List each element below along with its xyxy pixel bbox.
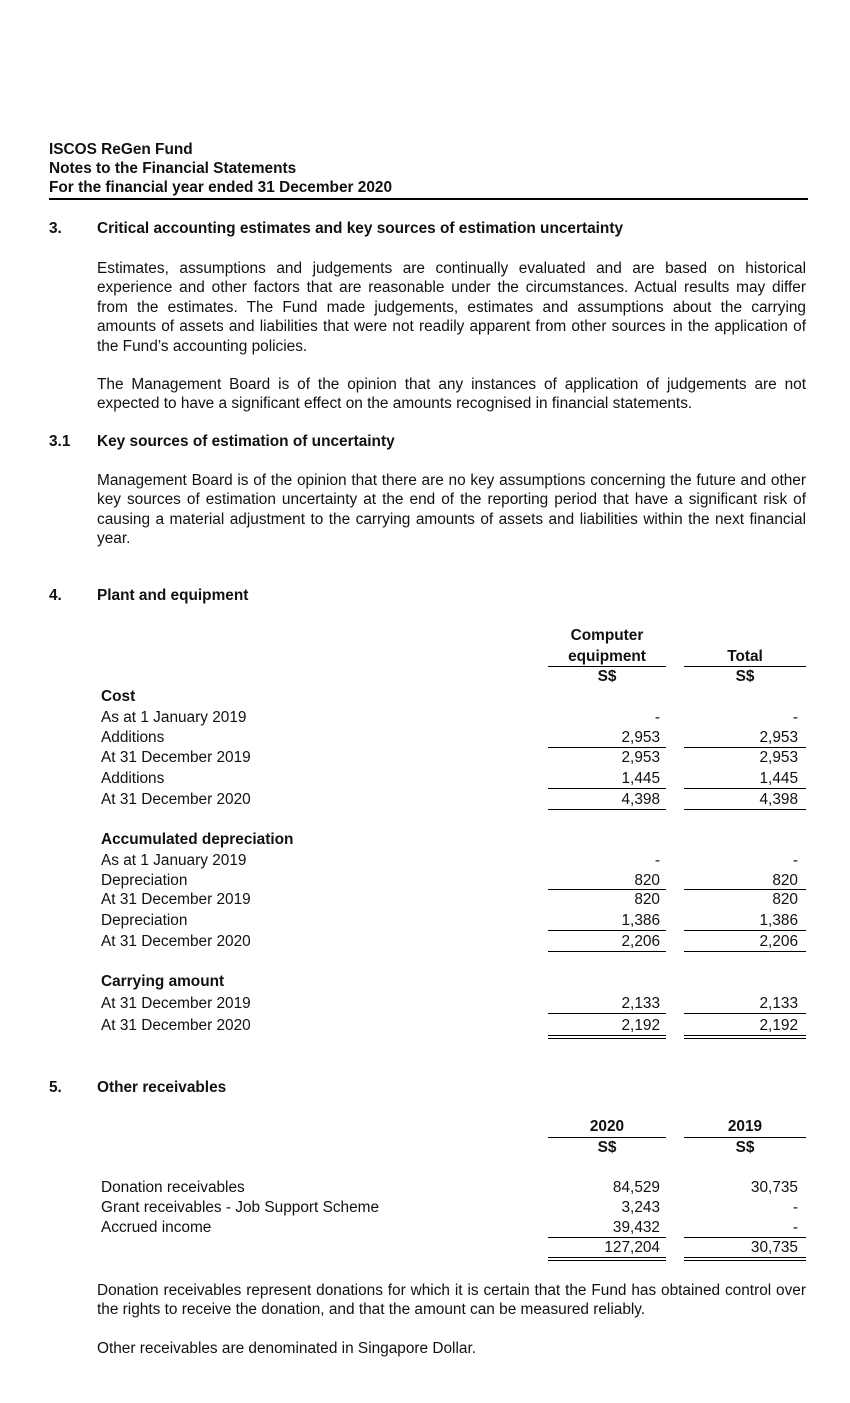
receivables-col1-header: 2020: [589, 1118, 625, 1135]
double-total-rule: [548, 1257, 666, 1261]
section-3-paragraph-2: The Management Board is of the opinion that any instances of application of judgements are not expected to have a significant effect on the amounts recognised in financial statements.: [97, 376, 806, 413]
total-rule: [548, 951, 666, 952]
carrying-row-label: At 31 December 2019: [101, 995, 251, 1012]
subtotal-rule: [684, 788, 806, 789]
reporting-period: For the financial year ended 31 December 2020: [49, 179, 393, 196]
cost-row-value-1: 2,953: [621, 729, 660, 746]
total-rule: [684, 951, 806, 952]
cost-row-value-2: -: [792, 709, 798, 726]
carrying-row-label: At 31 December 2020: [101, 1017, 251, 1034]
total-rule: [684, 809, 806, 810]
receivables-row-value-2: -: [792, 1219, 798, 1236]
cost-row-value-1: 1,445: [621, 770, 660, 787]
receivables-col1-currency: S$: [597, 1139, 617, 1156]
cost-heading: Cost: [101, 688, 136, 705]
total-rule: [548, 809, 666, 810]
ppe-col1-currency: S$: [597, 668, 617, 685]
ppe-col2-currency: S$: [735, 668, 755, 685]
subtotal-rule: [548, 1013, 666, 1014]
carrying-row-value-1: 2,192: [621, 1017, 660, 1034]
subtotal-rule: [548, 788, 666, 789]
cost-row-label: At 31 December 2020: [101, 791, 251, 808]
double-total-rule: [548, 1035, 666, 1039]
cost-row-value-2: 2,953: [759, 749, 798, 766]
cost-row-value-1: 2,953: [621, 749, 660, 766]
ppe-col1-header-line2: equipment: [568, 648, 646, 665]
receivables-row-value-2: -: [792, 1199, 798, 1216]
cost-row-label: Additions: [101, 770, 165, 787]
section-4-title: Plant and equipment: [97, 587, 249, 604]
cost-row-value-1: -: [654, 709, 660, 726]
receivables-row-value-2: 30,735: [750, 1179, 798, 1196]
depreciation-row-value-1: 2,206: [621, 933, 660, 950]
ppe-col1-header-line1: Computer: [570, 627, 644, 644]
cost-row-value-2: 2,953: [759, 729, 798, 746]
section-3-title: Critical accounting estimates and key sources of estimation uncertainty: [97, 220, 624, 237]
cost-row-label: Additions: [101, 729, 165, 746]
section-3-1-title: Key sources of estimation of uncertainty: [97, 433, 395, 450]
carrying-row-value-1: 2,133: [621, 995, 660, 1012]
section-5-title: Other receivables: [97, 1079, 227, 1096]
receivables-row-value-1: 3,243: [621, 1199, 660, 1216]
document-title: Notes to the Financial Statements: [49, 160, 297, 177]
depreciation-row-label: As at 1 January 2019: [101, 852, 247, 869]
receivables-total-1: 127,204: [604, 1239, 660, 1256]
section-5-paragraph-1: Donation receivables represent donations for which it is certain that the Fund has obtained control over the rights to receive the donation, and that the amount can be measured reliably.: [97, 1282, 806, 1319]
section-5-number: 5.: [49, 1079, 62, 1096]
cost-row-label: As at 1 January 2019: [101, 709, 247, 726]
depreciation-row-value-1: 1,386: [621, 912, 660, 929]
section-3-number: 3.: [49, 220, 62, 237]
depreciation-row-value-1: 820: [634, 891, 660, 908]
cost-row-label: At 31 December 2019: [101, 749, 251, 766]
receivables-row-label: Donation receivables: [101, 1179, 245, 1196]
depreciation-row-value-2: 2,206: [759, 933, 798, 950]
ppe-col2-header: Total: [727, 648, 763, 665]
receivables-row-label: Grant receivables - Job Support Scheme: [101, 1199, 380, 1216]
depreciation-row-value-1: 820: [634, 872, 660, 889]
subtotal-rule: [548, 930, 666, 931]
entity-name: ISCOS ReGen Fund: [49, 141, 193, 158]
carrying-heading: Carrying amount: [101, 973, 225, 990]
receivables-col2-currency: S$: [735, 1139, 755, 1156]
depreciation-row-label: Depreciation: [101, 872, 188, 889]
section-3-paragraph-1: Estimates, assumptions and judgements are continually evaluated and are based on historical experience and other factors that are reasonable under the circumstances. Actual results may differ from the estimates. The Fund made judgements, estimates and assumptions about the carrying amounts of assets and liabilities that were not readily apparent from other sources in the application of the Fund’s accounting policies.: [97, 260, 806, 355]
receivables-row-value-1: 39,432: [612, 1219, 660, 1236]
depreciation-row-value-2: 820: [772, 891, 798, 908]
receivables-total-2: 30,735: [750, 1239, 798, 1256]
double-total-rule: [684, 1257, 806, 1261]
depreciation-row-label: Depreciation: [101, 912, 188, 929]
receivables-row-label: Accrued income: [101, 1219, 212, 1236]
depreciation-row-value-2: 1,386: [759, 912, 798, 929]
section-3-1-number: 3.1: [49, 433, 71, 450]
depreciation-heading: Accumulated depreciation: [101, 831, 294, 848]
document-header: [49, 140, 808, 200]
receivables-row-value-1: 84,529: [612, 1179, 660, 1196]
depreciation-row-label: At 31 December 2020: [101, 933, 251, 950]
depreciation-row-value-2: 820: [772, 872, 798, 889]
subtotal-rule: [684, 930, 806, 931]
receivables-col2-header: 2019: [727, 1118, 763, 1135]
cost-row-value-2: 1,445: [759, 770, 798, 787]
subtotal-rule: [684, 1013, 806, 1014]
depreciation-row-label: At 31 December 2019: [101, 891, 251, 908]
section-3-1-paragraph: Management Board is of the opinion that there are no key assumptions concerning the future and other key sources of estimation uncertainty at the end of the reporting period that have a significant risk of causing a material adjustment to the carrying amounts of assets and liabilities within the next financial year.: [97, 472, 806, 548]
depreciation-row-value-1: -: [654, 852, 660, 869]
double-total-rule: [684, 1035, 806, 1039]
depreciation-row-value-2: -: [792, 852, 798, 869]
cost-row-value-2: 4,398: [759, 791, 798, 808]
carrying-row-value-2: 2,192: [759, 1017, 798, 1034]
carrying-row-value-2: 2,133: [759, 995, 798, 1012]
cost-row-value-1: 4,398: [621, 791, 660, 808]
section-5-paragraph-2: Other receivables are denominated in Singapore Dollar.: [97, 1340, 477, 1357]
section-4-number: 4.: [49, 587, 62, 604]
